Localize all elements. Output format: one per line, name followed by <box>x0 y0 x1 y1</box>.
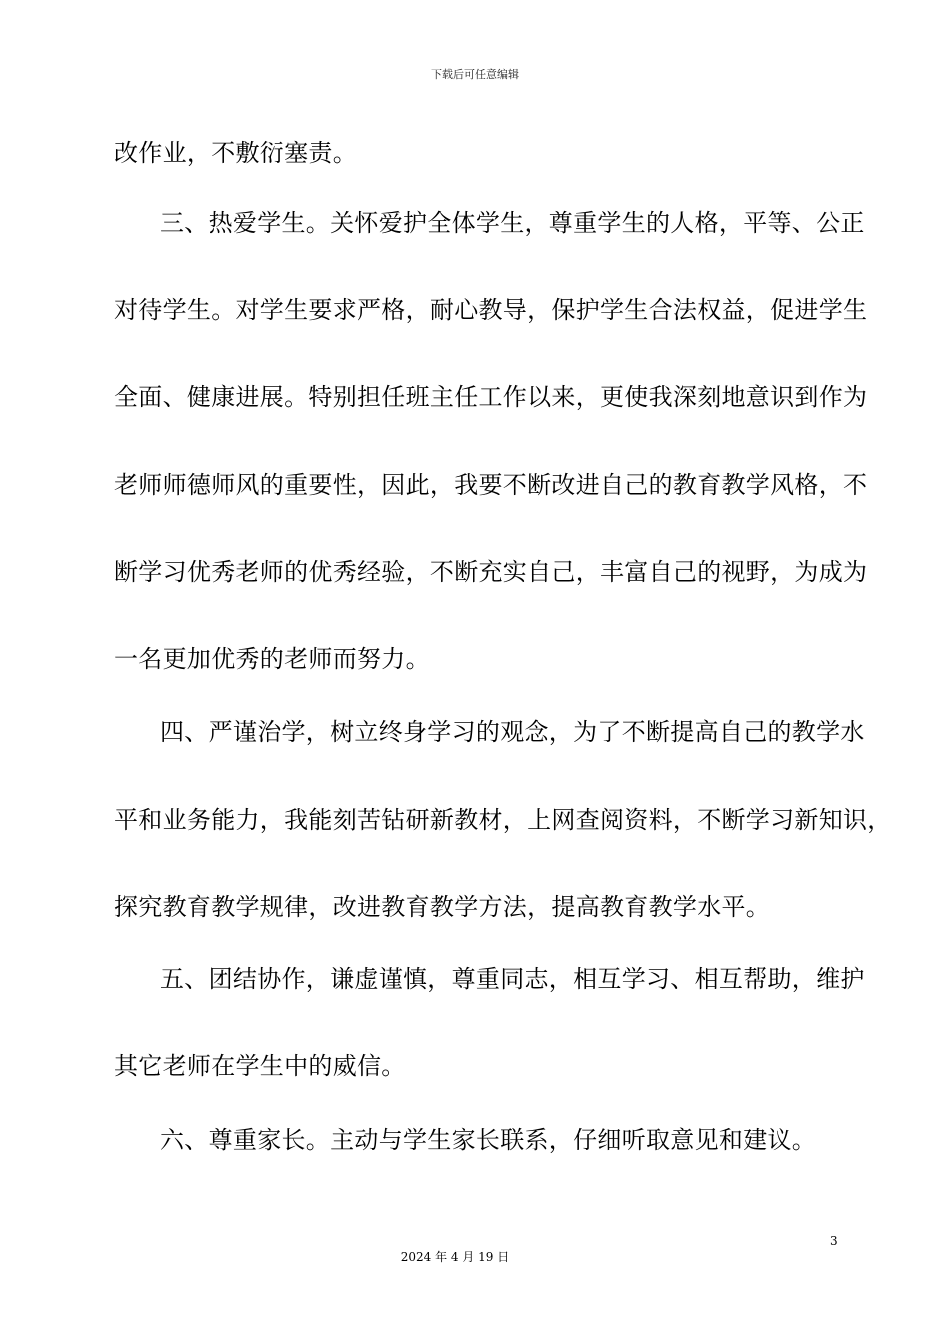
text-line: 一名更加优秀的老师而努力。 <box>114 645 430 673</box>
footer-date: 2024 年 4 月 19 日 <box>400 1250 510 1264</box>
text-line: 其它老师在学生中的威信。 <box>114 1052 406 1080</box>
text-line: 探究教育教学规律，改进教育教学方法，提高教育教学水平。 <box>114 893 771 921</box>
text-line: 平和业务能力，我能刻苦钻研新教材，上网查阅资料，不断学习新知识， <box>114 806 892 834</box>
page-number: 3 <box>830 1234 838 1248</box>
text-line: 断学习优秀老师的优秀经验，不断充实自己，丰富自己的视野，为成为 <box>114 558 868 586</box>
text-line: 改作业，不敷衍塞责。 <box>114 139 357 167</box>
paragraph-start-line: 五、团结协作，谦虚谨慎，尊重同志，相互学习、相互帮助，维护 <box>160 965 865 993</box>
text-line: 对待学生。对学生要求严格，耐心教导，保护学生合法权益，促进学生 <box>114 296 868 324</box>
paragraph-start-line: 六、尊重家长。主动与学生家长联系，仔细听取意见和建议。 <box>160 1126 817 1154</box>
text-line: 老师师德师风的重要性，因此，我要不断改进自己的教育教学风格，不 <box>114 471 868 499</box>
text-line: 全面、健康进展。特别担任班主任工作以来，更使我深刻地意识到作为 <box>114 383 868 411</box>
paragraph-start-line: 四、严谨治学，树立终身学习的观念，为了不断提高自己的教学水 <box>160 718 865 746</box>
page-header: 下载后可任意编辑 <box>431 68 519 81</box>
paragraph-start-line: 三、热爱学生。关怀爱护全体学生，尊重学生的人格，平等、公正 <box>160 209 865 237</box>
